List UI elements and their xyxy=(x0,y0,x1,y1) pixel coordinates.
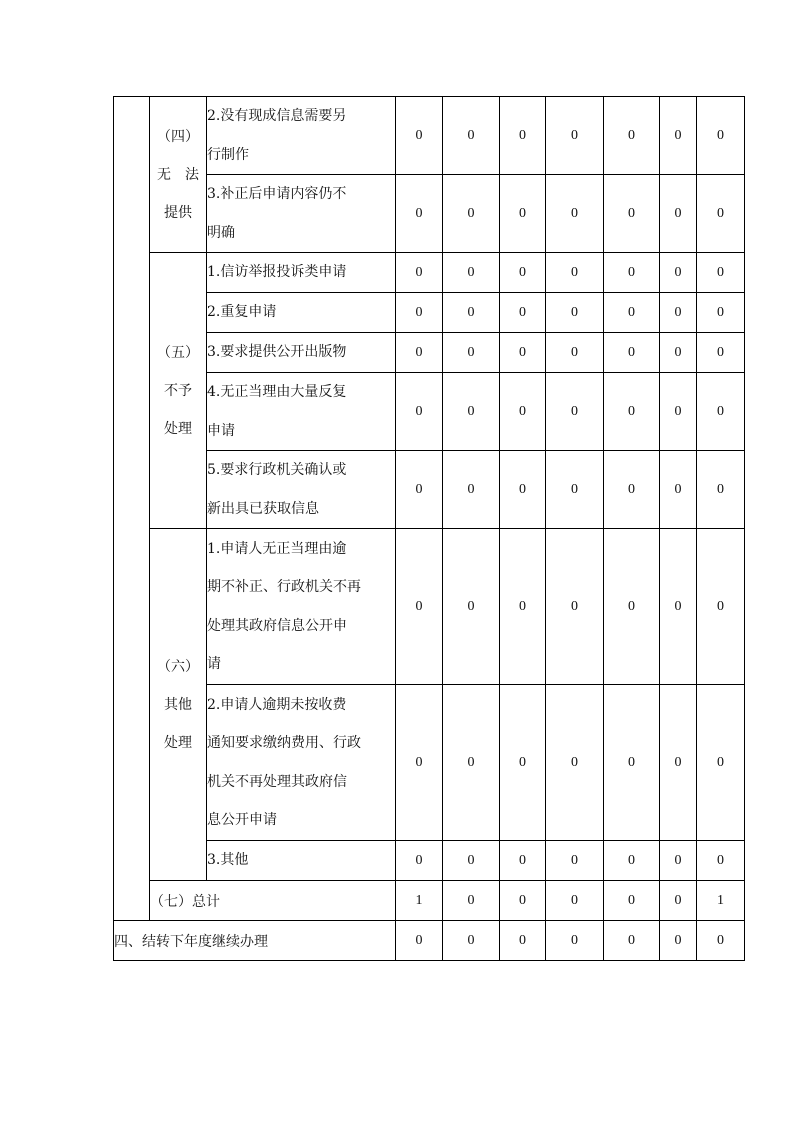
value-cell: 0 xyxy=(396,253,443,293)
group-label xyxy=(150,97,207,253)
group-label-line: 提供 xyxy=(164,204,192,221)
value-cell: 0 xyxy=(697,253,745,293)
value-cell: 0 xyxy=(660,451,697,529)
table-row xyxy=(114,175,745,253)
value-cell: 0 xyxy=(546,529,604,685)
value-cell: 0 xyxy=(500,175,546,253)
value-cell: 0 xyxy=(443,451,500,529)
item-label-line: 3.要求提供公开出版物 xyxy=(207,344,347,361)
value-cell: 0 xyxy=(697,685,745,841)
total-row xyxy=(114,881,745,921)
value-cell: 0 xyxy=(604,373,660,451)
value-cell: 0 xyxy=(443,175,500,253)
value-cell: 0 xyxy=(660,529,697,685)
table-row xyxy=(114,253,745,293)
value-cell: 0 xyxy=(697,451,745,529)
value-cell: 0 xyxy=(697,293,745,333)
value-cell: 0 xyxy=(443,253,500,293)
value-cell: 0 xyxy=(604,293,660,333)
value-cell: 0 xyxy=(604,685,660,841)
carryover-value-cell: 0 xyxy=(660,921,697,961)
value-cell: 0 xyxy=(660,841,697,881)
item-label-line: 期不补正、行政机关不再 xyxy=(207,579,361,595)
table-row xyxy=(114,685,745,841)
value-cell: 0 xyxy=(660,253,697,293)
value-cell: 0 xyxy=(697,175,745,253)
value-cell: 0 xyxy=(604,175,660,253)
value-cell: 0 xyxy=(546,333,604,373)
value-cell: 0 xyxy=(396,841,443,881)
group-label-line: 处理 xyxy=(164,734,192,751)
item-label-line: 申请 xyxy=(207,422,235,439)
value-cell: 0 xyxy=(396,529,443,685)
value-cell: 0 xyxy=(500,373,546,451)
value-cell: 0 xyxy=(546,175,604,253)
value-cell: 0 xyxy=(396,373,443,451)
item-label-line: 机关不再处理其政府信 xyxy=(207,773,347,790)
table-row xyxy=(114,333,745,373)
value-cell: 0 xyxy=(500,685,546,841)
group-label-line: （四） xyxy=(157,128,199,145)
item-label xyxy=(207,529,396,685)
value-cell: 0 xyxy=(396,451,443,529)
total-value-cell: 0 xyxy=(443,881,500,921)
item-label xyxy=(207,293,396,333)
item-label-line: 3.补正后申请内容仍不 xyxy=(207,186,347,202)
item-label-line: 请 xyxy=(207,656,221,672)
value-cell: 0 xyxy=(546,685,604,841)
item-label-line: 息公开申请 xyxy=(207,812,277,828)
item-label xyxy=(207,685,396,841)
group-label-line: （五） xyxy=(157,344,199,361)
item-label xyxy=(207,373,396,451)
value-cell: 0 xyxy=(660,175,697,253)
total-value-cell: 0 xyxy=(604,881,660,921)
group-label xyxy=(150,253,207,529)
item-label xyxy=(207,97,396,175)
value-cell: 0 xyxy=(500,253,546,293)
value-cell: 0 xyxy=(660,293,697,333)
carryover-value-cell: 0 xyxy=(500,921,546,961)
statistics-table xyxy=(113,96,745,961)
item-label-line: 通知要求缴纳费用、行政 xyxy=(207,735,361,751)
value-cell: 0 xyxy=(443,97,500,175)
value-cell: 0 xyxy=(697,333,745,373)
item-label-line: 处理其政府信息公开申 xyxy=(207,617,347,634)
table-body xyxy=(114,97,745,961)
value-cell: 0 xyxy=(604,333,660,373)
total-value-cell: 1 xyxy=(697,881,745,921)
group-label-line: 其他 xyxy=(164,696,192,713)
carryover-label: 四、结转下年度继续办理 xyxy=(114,921,396,961)
outer-merged-cell xyxy=(114,97,150,921)
value-cell: 0 xyxy=(546,373,604,451)
value-cell: 0 xyxy=(604,97,660,175)
item-label-line: 2.重复申请 xyxy=(207,304,277,321)
carryover-value-cell: 0 xyxy=(697,921,745,961)
table-row xyxy=(114,97,745,175)
value-cell: 0 xyxy=(546,97,604,175)
value-cell: 0 xyxy=(697,841,745,881)
value-cell: 0 xyxy=(697,373,745,451)
value-cell: 0 xyxy=(660,97,697,175)
value-cell: 0 xyxy=(500,451,546,529)
value-cell: 0 xyxy=(697,529,745,685)
value-cell: 0 xyxy=(660,373,697,451)
value-cell: 0 xyxy=(443,841,500,881)
value-cell: 0 xyxy=(546,841,604,881)
value-cell: 0 xyxy=(546,253,604,293)
item-label xyxy=(207,175,396,253)
value-cell: 0 xyxy=(604,841,660,881)
item-label-line: 2.没有现成信息需要另 xyxy=(207,108,347,124)
total-value-cell: 0 xyxy=(500,881,546,921)
value-cell: 0 xyxy=(697,97,745,175)
item-label-line: 4.无正当理由大量反复 xyxy=(207,384,347,400)
total-value-cell: 0 xyxy=(660,881,697,921)
value-cell: 0 xyxy=(500,293,546,333)
value-cell: 0 xyxy=(443,685,500,841)
item-label xyxy=(207,451,396,529)
group-label-line: 无 法 xyxy=(157,166,199,183)
total-value-cell: 0 xyxy=(546,881,604,921)
value-cell: 0 xyxy=(443,529,500,685)
item-label-line: 1.申请人无正当理由逾 xyxy=(207,540,347,557)
total-label: （七）总计 xyxy=(150,881,396,921)
item-label-line: 行制作 xyxy=(207,146,249,163)
total-value-cell: 1 xyxy=(396,881,443,921)
table-row xyxy=(114,373,745,451)
value-cell: 0 xyxy=(500,97,546,175)
carryover-value-cell: 0 xyxy=(604,921,660,961)
group-label-line: （六） xyxy=(157,658,199,675)
value-cell: 0 xyxy=(660,333,697,373)
table-row xyxy=(114,841,745,881)
value-cell: 0 xyxy=(500,529,546,685)
item-label-line: 3.其他 xyxy=(207,852,249,869)
item-label-line: 2.申请人逾期未按收费 xyxy=(207,696,347,713)
carryover-value-cell: 0 xyxy=(396,921,443,961)
value-cell: 0 xyxy=(604,253,660,293)
item-label-line: 明确 xyxy=(207,224,235,241)
value-cell: 0 xyxy=(443,293,500,333)
value-cell: 0 xyxy=(396,97,443,175)
item-label-line: 5.要求行政机关确认或 xyxy=(207,462,347,478)
group-label xyxy=(150,529,207,881)
table-row xyxy=(114,529,745,685)
value-cell: 0 xyxy=(500,841,546,881)
value-cell: 0 xyxy=(396,685,443,841)
value-cell: 0 xyxy=(396,175,443,253)
value-cell: 0 xyxy=(396,293,443,333)
item-label-line: 1.信访举报投诉类申请 xyxy=(207,264,347,281)
value-cell: 0 xyxy=(546,451,604,529)
item-label xyxy=(207,841,396,881)
value-cell: 0 xyxy=(604,451,660,529)
carryover-value-cell: 0 xyxy=(546,921,604,961)
group-label-line: 处理 xyxy=(164,420,192,437)
value-cell: 0 xyxy=(604,529,660,685)
item-label xyxy=(207,253,396,293)
table-row xyxy=(114,451,745,529)
carryover-row xyxy=(114,921,745,961)
value-cell: 0 xyxy=(443,373,500,451)
table-row xyxy=(114,293,745,333)
value-cell: 0 xyxy=(660,685,697,841)
group-label-line: 不予 xyxy=(164,382,192,399)
item-label xyxy=(207,333,396,373)
value-cell: 0 xyxy=(443,333,500,373)
value-cell: 0 xyxy=(396,333,443,373)
carryover-value-cell: 0 xyxy=(443,921,500,961)
item-label-line: 新出具已获取信息 xyxy=(207,500,319,517)
value-cell: 0 xyxy=(500,333,546,373)
value-cell: 0 xyxy=(546,293,604,333)
